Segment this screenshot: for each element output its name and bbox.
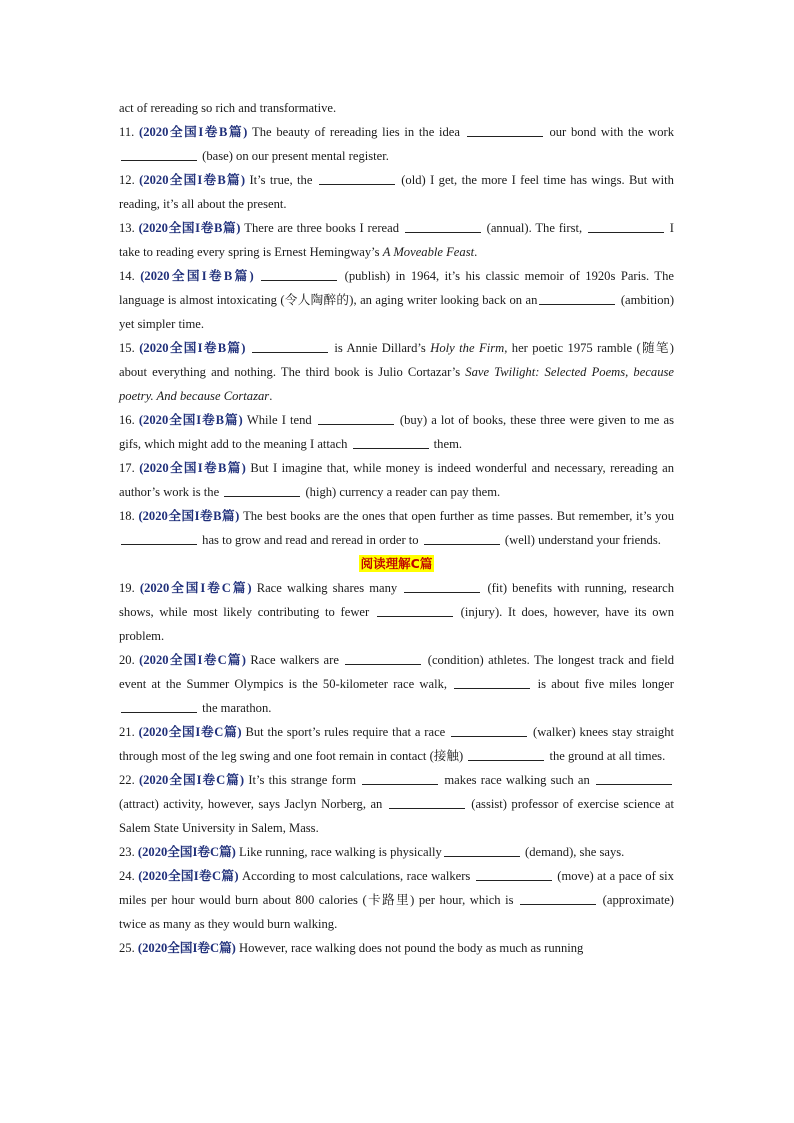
book-title: Holy the Firm	[430, 341, 505, 355]
intro-text: act of rereading so rich and transformative.	[119, 101, 337, 115]
question-source: (2020全国I卷B篇)	[139, 461, 246, 475]
section-heading-wrap	[119, 552, 674, 576]
question-12: 12. (2020全国I卷B篇) It’s true, the (old) I get, the more I feel time has wings. But with reading, it’s all about the present.	[119, 173, 674, 211]
answer-blank[interactable]	[318, 412, 394, 425]
answer-blank[interactable]	[444, 844, 520, 857]
question-source: (2020全国I卷C篇)	[139, 653, 246, 667]
answer-blank[interactable]	[224, 484, 300, 497]
question-17: 17. (2020全国I卷B篇) But I imagine that, while money is indeed wonderful and necessary, rereading an author’s work is the (high) currency a reader can pay them.	[119, 461, 674, 499]
answer-blank[interactable]	[121, 532, 197, 545]
question-11: 11. (2020全国I卷B篇) The beauty of rereading lies in the idea our bond with the work (base) on our present mental register.	[119, 125, 674, 163]
question-source: (2020全国I卷C篇)	[138, 869, 239, 883]
question-18: 18. (2020全国I卷B篇) The best books are the ones that open further as time passes. But remember, it’s you has to grow and read and reread in order to (well) understand your friends.	[119, 509, 674, 547]
question-23: 23. (2020全国I卷C篇) Like running, race walking is physically (demand), she says.	[119, 845, 625, 859]
document-page	[119, 96, 674, 960]
answer-blank[interactable]	[539, 292, 615, 305]
answer-blank[interactable]	[362, 772, 438, 785]
answer-blank[interactable]	[588, 220, 664, 233]
answer-blank[interactable]	[261, 268, 337, 281]
question-22: 22. (2020全国I卷C篇) It’s this strange form makes race walking such an (attract) activity, however, says Jaclyn Norberg, an (assist) professor of exercise science at Salem State University in Salem, Mass.	[119, 773, 674, 835]
question-25: 25. (2020全国I卷C篇) However, race walking does not pound the body as much as running	[119, 941, 584, 955]
answer-blank[interactable]	[467, 124, 543, 137]
answer-blank[interactable]	[476, 868, 552, 881]
question-24: 24. (2020全国I卷C篇) According to most calculations, race walkers (move) at a pace of six miles per hour would burn about 800 calories (卡路里) per hour, which is (approximate) twice as many as they would burn walking.	[119, 869, 674, 931]
question-source: (2020全国I卷B篇)	[139, 341, 246, 355]
answer-blank[interactable]	[319, 172, 395, 185]
answer-blank[interactable]	[345, 652, 421, 665]
answer-blank[interactable]	[389, 796, 465, 809]
answer-blank[interactable]	[252, 340, 328, 353]
answer-blank[interactable]	[353, 436, 429, 449]
answer-blank[interactable]	[596, 772, 672, 785]
question-16: 16. (2020全国I卷B篇) While I tend (buy) a lot of books, these three were given to me as gifs, which might add to the meaning I attach them.	[119, 413, 674, 451]
question-source: (2020全国I卷B篇)	[138, 509, 240, 523]
answer-blank[interactable]	[451, 724, 527, 737]
section-heading: 阅读理解C篇	[360, 556, 433, 571]
answer-blank[interactable]	[121, 148, 197, 161]
answer-blank[interactable]	[404, 580, 480, 593]
question-source: (2020全国I卷C篇)	[137, 845, 236, 859]
question-source: (2020全国I卷B篇)	[139, 173, 246, 187]
question-source: (2020全国I卷C篇)	[138, 773, 245, 787]
question-source: (2020全国I卷C篇)	[139, 581, 252, 595]
question-19: 19. (2020全国I卷C篇) Race walking shares many (fit) benefits with running, research shows, while most likely contributing to fewer (injury). It does, however, have its own problem.	[119, 581, 675, 643]
question-13: 13. (2020全国I卷B篇) There are three books I reread (annual). The first, I take to reading every spring is Ernest Hemingway’s A Moveable Feast.	[119, 221, 674, 259]
answer-blank[interactable]	[405, 220, 481, 233]
question-21: 21. (2020全国I卷C篇) But the sport’s rules require that a race (walker) knees stay straight through most of the leg swing and one foot remain in contact (接触) the ground at all times.	[119, 725, 674, 763]
question-source: (2020全国I卷B篇)	[138, 221, 241, 235]
question-source: (2020全国I卷C篇)	[138, 725, 242, 739]
question-14: 14. (2020全国I卷B篇) (publish) in 1964, it’s his classic memoir of 1920s Paris. The language is almost intoxicating (令人陶醉的), an aging writer looking back on an (ambition) yet simpler time.	[119, 269, 675, 331]
answer-blank[interactable]	[121, 700, 197, 713]
question-15: 15. (2020全国I卷B篇) is Annie Dillard’s Holy the Firm, her poetic 1975 ramble (随笔) about everything and nothing. The third book is Julio Cortazar’s Save Twilight: Selected Poems, because poetry. And because Cortazar.	[119, 341, 674, 403]
answer-blank[interactable]	[377, 604, 453, 617]
book-title: A Moveable Feast	[382, 245, 475, 259]
answer-blank[interactable]	[454, 676, 530, 689]
book-title: Save Twilight: Selected Poems, because poetry. And because Cortazar	[119, 365, 674, 403]
answer-blank[interactable]	[468, 748, 544, 761]
question-source: (2020全国I卷B篇)	[138, 413, 243, 427]
answer-blank[interactable]	[520, 892, 596, 905]
question-source: (2020全国I卷B篇)	[140, 269, 254, 283]
question-20: 20. (2020全国I卷C篇) Race walkers are (condition) athletes. The longest track and field event at the Summer Olympics is the 50-kilometer race walk, is about five miles longer the marathon.	[119, 653, 674, 715]
question-source: (2020全国I卷B篇)	[139, 125, 248, 139]
answer-blank[interactable]	[424, 532, 500, 545]
question-source: (2020全国I卷C篇)	[137, 941, 236, 955]
